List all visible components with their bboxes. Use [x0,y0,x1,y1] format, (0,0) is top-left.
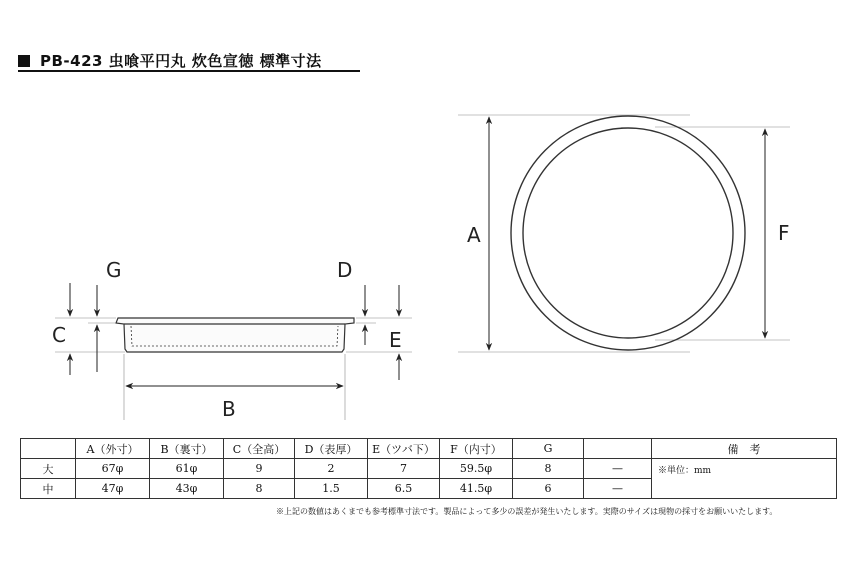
header-cell: F（内寸） [440,439,513,459]
header-cell: A（外寸） [76,439,150,459]
header-cell: E（ツバ下） [368,439,440,459]
label-f: F [778,221,790,245]
top-view [511,116,745,350]
value-g: 8 [513,459,584,479]
header-cell: D（表厚） [295,439,368,459]
label-c: C [52,323,66,347]
label-d: D [337,258,353,282]
table-row [21,459,837,479]
value-e: 7 [368,459,440,479]
label-a: A [467,223,481,247]
value-f: 59.5φ [440,459,513,479]
value-b: 61φ [150,459,224,479]
value-d: 1.5 [295,479,368,499]
dimension-table [20,438,837,499]
value-g: 6 [513,479,584,499]
label-e: E [389,328,402,352]
header-cell [584,439,652,459]
title-text: PB-423 虫喰平円丸 炊色宣徳 標準寸法 [40,52,322,70]
value-c: 8 [224,479,295,499]
label-b: B [222,397,236,421]
header-cell: C（全高） [224,439,295,459]
extension-lines [55,115,790,420]
dash-cell: — [584,479,652,499]
size-cell: 大 [21,459,76,479]
value-b: 43φ [150,479,224,499]
value-d: 2 [295,459,368,479]
side-profile-view [116,318,354,352]
value-f: 41.5φ [440,479,513,499]
header-cell: 備 考 [652,439,837,459]
value-c: 9 [224,459,295,479]
header-cell [21,439,76,459]
table-header-row [21,439,837,459]
value-a: 67φ [76,459,150,479]
footnote: ※上記の数値はあくまでも参考標準寸法です。製品によって多少の誤差が発生いたします。実際のサイズは現物の採寸をお願いいたします。 [276,507,778,516]
value-e: 6.5 [368,479,440,499]
size-cell: 中 [21,479,76,499]
dash-cell: — [584,459,652,479]
header-cell: B（裏寸） [150,439,224,459]
header-cell: G [513,439,584,459]
note-cell: ※単位：mm [652,459,837,499]
value-a: 47φ [76,479,150,499]
label-g: G [106,258,122,282]
